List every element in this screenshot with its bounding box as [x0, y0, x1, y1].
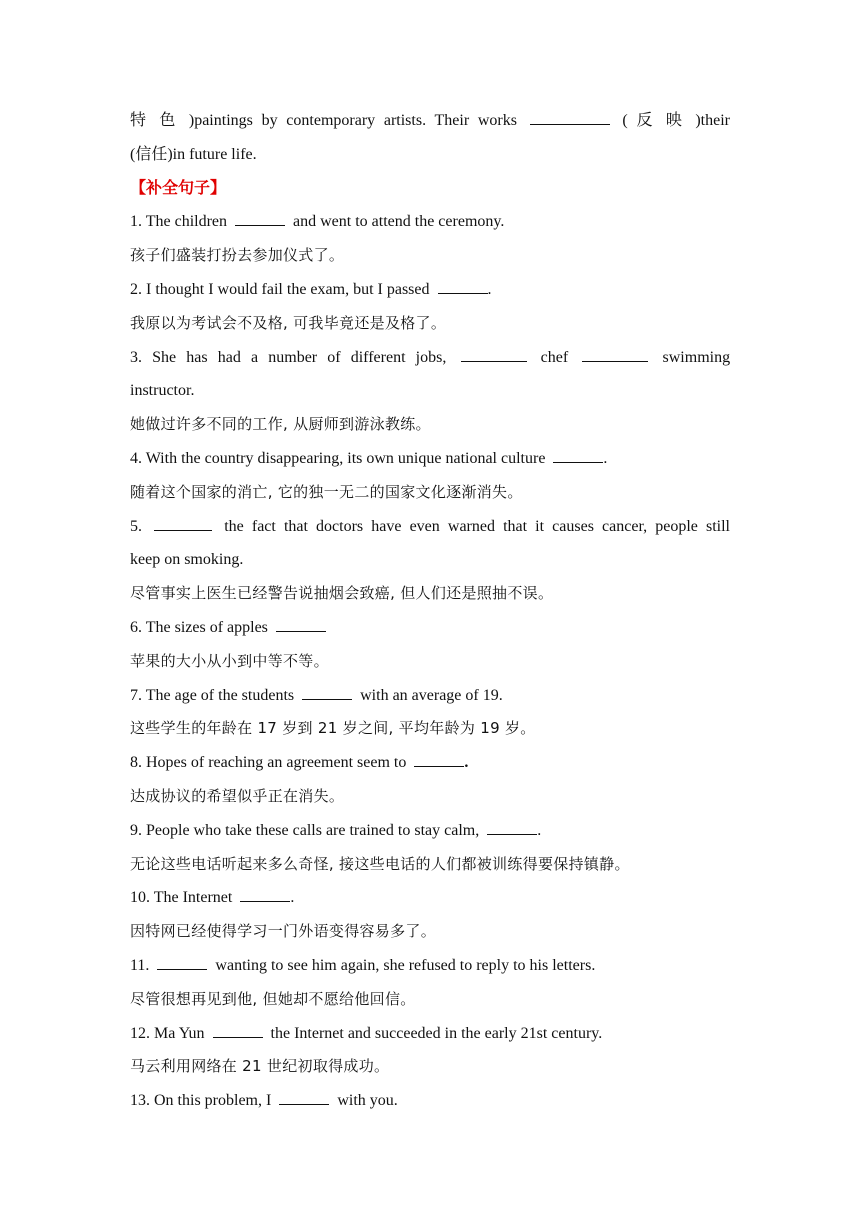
item-number: 9.	[130, 821, 142, 839]
sentence-en	[130, 611, 730, 645]
sentence-text: The age of the students	[145, 686, 295, 704]
sentence-en	[130, 273, 730, 307]
translation-zh: 无论这些电话听起来多么奇怪, 接这些电话的人们都被训练得要保持镇静。	[130, 854, 630, 873]
answer-blank[interactable]	[487, 820, 537, 835]
sentence-text: The Internet	[153, 889, 233, 907]
sentence-en	[130, 205, 730, 239]
answer-blank[interactable]	[414, 752, 464, 767]
sentence-en	[130, 1017, 730, 1051]
item-number: 5.	[130, 517, 142, 535]
sentence-en	[130, 510, 730, 544]
sentence-text: I thought I would fail the exam, but I passed	[146, 280, 430, 298]
sentence-en	[130, 746, 730, 780]
answer-blank[interactable]	[530, 110, 610, 125]
item-number: 7.	[130, 686, 142, 704]
answer-blank[interactable]	[302, 685, 352, 700]
item-number: 8.	[130, 754, 142, 772]
translation-zh: 我原以为考试会不及格, 可我毕竟还是及格了。	[130, 313, 447, 332]
item-number: 2.	[130, 280, 142, 298]
answer-blank[interactable]	[157, 955, 207, 970]
sentence-text: and went to attend the ceremony.	[293, 213, 505, 231]
answer-blank[interactable]	[438, 279, 488, 294]
sentence-text: With the country disappearing, its own unique national culture	[145, 449, 546, 467]
intro-text: (信任)in future life.	[130, 145, 257, 163]
answer-blank[interactable]	[279, 1090, 329, 1105]
sentence-en-cont: instructor.	[130, 382, 195, 400]
answer-blank[interactable]	[553, 448, 603, 463]
sentence-text: the fact that doctors have even warned that it causes cancer, people still	[224, 517, 731, 535]
item-number: 3.	[130, 348, 142, 366]
translation-zh: 尽管事实上医生已经警告说抽烟会致癌, 但人们还是照抽不误。	[130, 584, 554, 603]
sentence-text: On this problem, I	[154, 1092, 272, 1110]
sentence-en	[130, 442, 730, 476]
sentence-text: The sizes of apples	[145, 618, 268, 636]
answer-blank[interactable]	[461, 347, 527, 362]
translation-zh: 随着这个国家的消亡, 它的独一无二的国家文化逐渐消失。	[130, 482, 523, 501]
intro-line-2	[130, 138, 730, 172]
intro-text: 特 色 )paintings by contemporary artists. Their works	[130, 112, 517, 129]
answer-blank[interactable]	[582, 347, 648, 362]
sentence-text: People who take these calls are trained to stay calm,	[146, 821, 480, 839]
sentence-text: The children	[145, 213, 228, 231]
answer-blank[interactable]	[154, 516, 212, 531]
section-heading: 【补全句子】	[130, 179, 227, 197]
answer-blank[interactable]	[235, 211, 285, 226]
translation-zh: 因特网已经使得学习一门外语变得容易多了。	[130, 922, 437, 941]
sentence-en	[130, 1084, 730, 1118]
sentence-text: chef	[540, 348, 569, 366]
sentence-en	[130, 949, 730, 983]
intro-text: ( 反 映 )their	[622, 112, 730, 129]
item-number: 4.	[130, 449, 142, 467]
translation-zh: 尽管很想再见到他, 但她却不愿给他回信。	[130, 989, 416, 1008]
item-number: 10.	[130, 889, 150, 907]
sentence-text: .	[464, 754, 469, 772]
sentence-text: the Internet and succeeded in the early 21st century.	[270, 1024, 603, 1042]
translation-zh: 孩子们盛装打扮去参加仪式了。	[130, 246, 345, 265]
sentence-en	[130, 679, 730, 713]
sentence-text: Ma Yun	[154, 1024, 205, 1042]
item-number: 11.	[130, 956, 150, 974]
sentence-text: wanting to see him again, she refused to reply to his letters.	[215, 956, 596, 974]
sentence-text: She has had a number of different jobs,	[152, 348, 447, 366]
item-number: 12.	[130, 1024, 150, 1042]
translation-zh: 她做过许多不同的工作, 从厨师到游泳教练。	[130, 415, 431, 434]
intro-line-1	[130, 104, 730, 138]
sentence-text: .	[290, 889, 295, 907]
sentence-en	[130, 881, 730, 915]
sentence-en-cont: keep on smoking.	[130, 551, 244, 569]
answer-blank[interactable]	[213, 1023, 263, 1038]
item-number: 1.	[130, 213, 142, 231]
sentence-en	[130, 814, 730, 848]
sentence-text: swimming	[662, 348, 731, 366]
item-number: 13.	[130, 1092, 150, 1110]
translation-zh: 苹果的大小从小到中等不等。	[130, 651, 329, 670]
sentence-text: Hopes of reaching an agreement seem to	[146, 754, 407, 772]
sentence-text: .	[487, 280, 492, 298]
translation-zh: 马云利用网络在 21 世纪初取得成功。	[130, 1057, 390, 1076]
item-number: 6.	[130, 618, 142, 636]
sentence-text: .	[537, 821, 542, 839]
translation-zh: 这些学生的年龄在 17 岁到 21 岁之间, 平均年龄为 19 岁。	[130, 719, 536, 738]
answer-blank[interactable]	[276, 617, 326, 632]
answer-blank[interactable]	[240, 887, 290, 902]
translation-zh: 达成协议的希望似乎正在消失。	[130, 786, 345, 805]
sentence-text: with you.	[337, 1092, 398, 1110]
sentence-text: .	[603, 449, 608, 467]
document-page	[130, 104, 730, 1118]
sentence-en	[130, 341, 730, 375]
sentence-text: with an average of 19.	[360, 686, 503, 704]
